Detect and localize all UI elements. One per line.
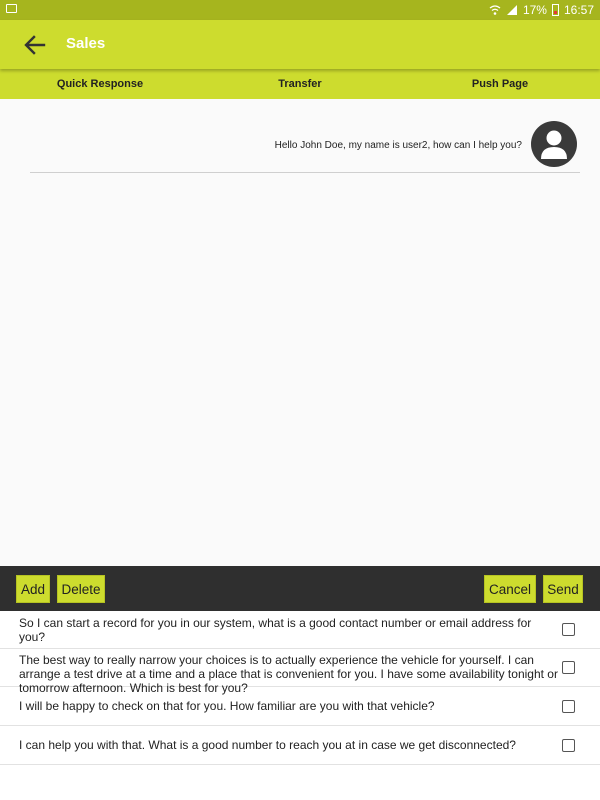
wifi-icon <box>489 4 501 16</box>
battery-percent: 17% <box>522 3 547 17</box>
clock: 16:57 <box>563 3 594 17</box>
user-avatar-icon <box>531 121 577 167</box>
app-bar <box>0 20 600 69</box>
list-item[interactable] <box>0 726 600 765</box>
cancel-button[interactable]: Cancel <box>484 575 536 603</box>
signal-icon <box>506 4 518 16</box>
tab-push-page[interactable]: Push Page <box>471 78 529 90</box>
list-item[interactable] <box>0 649 600 695</box>
list-item[interactable] <box>0 611 600 649</box>
tab-transfer[interactable]: Transfer <box>278 78 322 90</box>
list-item-text: I can help you with that. What is a good number to reach you at in case we get disconnected? <box>19 738 516 752</box>
tab-quick-response[interactable]: Quick Response <box>56 78 144 90</box>
list-item[interactable] <box>0 687 600 726</box>
quick-response-list <box>0 611 600 800</box>
list-item-checkbox[interactable] <box>562 739 575 752</box>
chat-message <box>30 121 580 173</box>
list-item-text: I will be happy to check on that for you. How familiar are you with that vehicle? <box>19 699 435 713</box>
list-item-checkbox[interactable] <box>562 661 575 674</box>
arrow-left-icon[interactable] <box>22 32 48 58</box>
list-item-text: So I can start a record for you in our system, what is a good contact number or email address for you? <box>19 616 532 644</box>
tab-bar <box>0 69 600 99</box>
add-button[interactable]: Add <box>16 575 50 603</box>
chat-message-text: Hello John Doe, my name is user2, how can I help you? <box>274 140 522 151</box>
list-item-checkbox[interactable] <box>562 700 575 713</box>
status-bar <box>0 0 600 20</box>
send-button[interactable]: Send <box>543 575 583 603</box>
action-bar <box>0 566 600 611</box>
list-item-text: The best way to really narrow your choices is to actually experience the vehicle for yourself. I can arrange a test drive at a time and a place that is convenient for you. I have some availability tonight or tomorrow afternoon. Which is best for you? <box>19 653 558 695</box>
delete-button[interactable]: Delete <box>57 575 105 603</box>
list-item-checkbox[interactable] <box>562 623 575 636</box>
page-title: Sales <box>66 35 106 52</box>
battery-icon <box>552 4 559 16</box>
chat-area <box>0 99 600 566</box>
mail-icon <box>6 4 17 13</box>
